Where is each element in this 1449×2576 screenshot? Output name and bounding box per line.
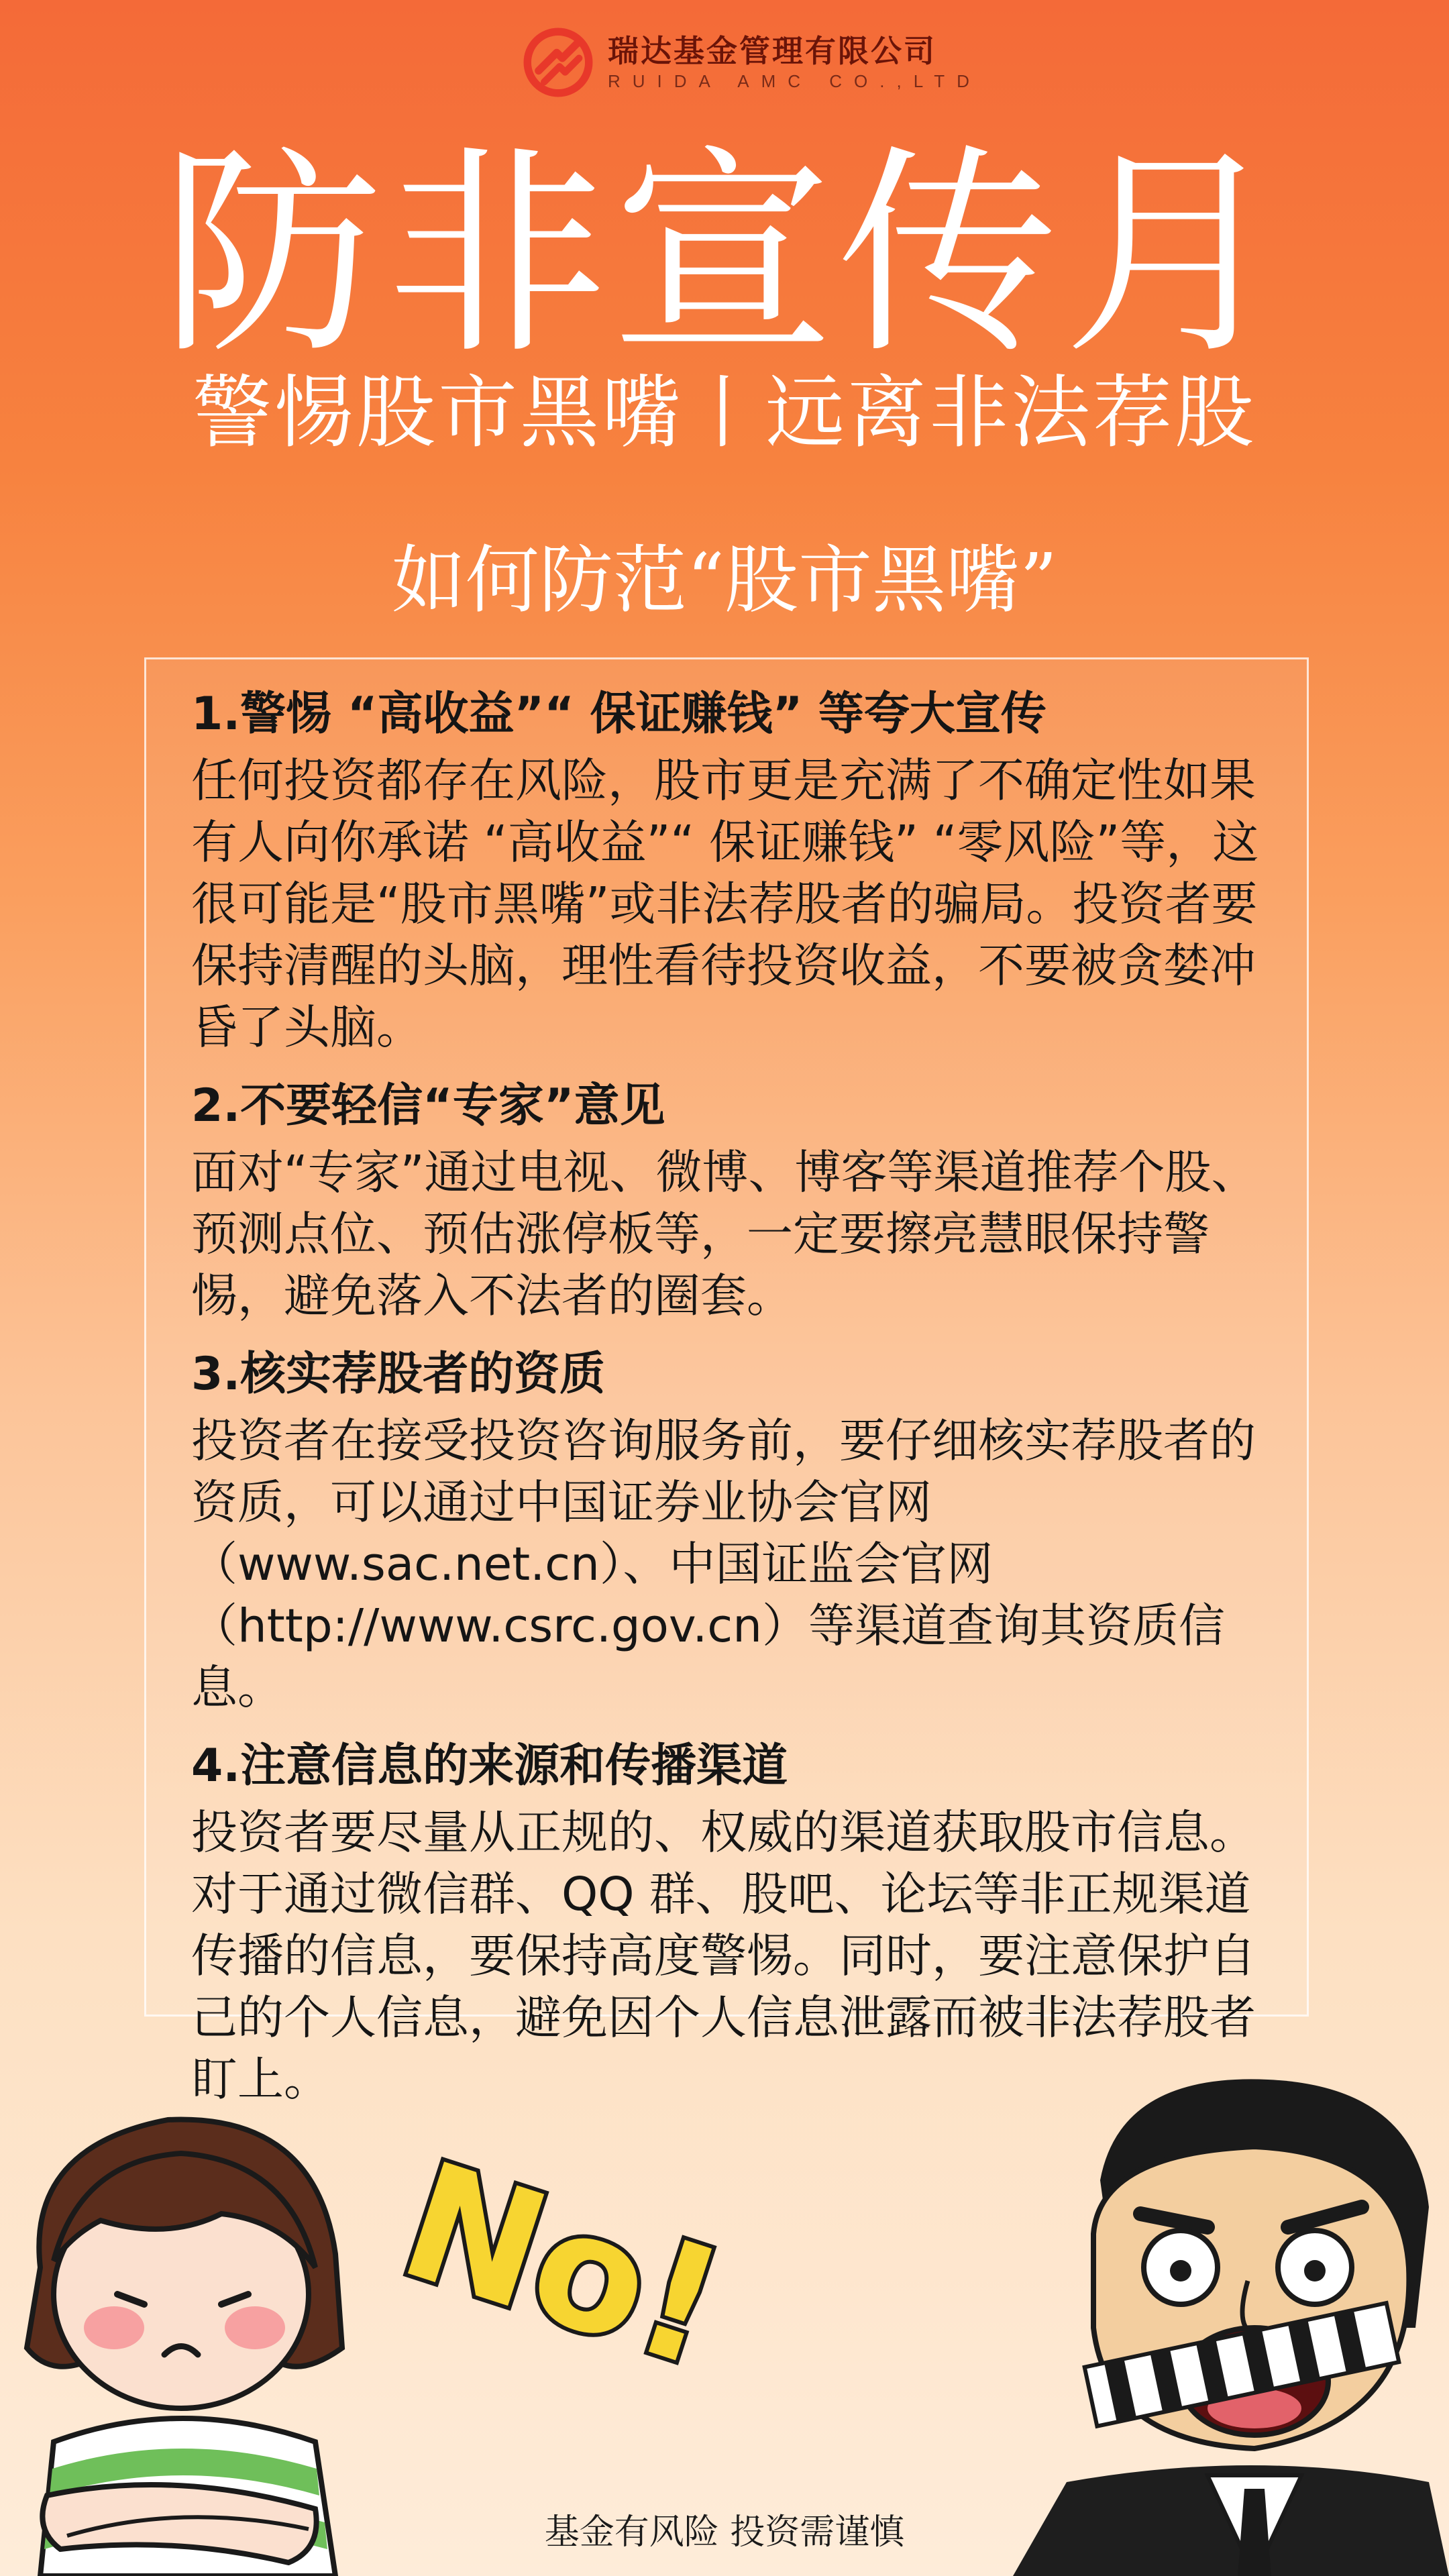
- company-logo: [523, 25, 981, 99]
- tip-2-heading: 2.不要轻信“专家”意见: [191, 1079, 665, 1132]
- ruida-logo-icon: [523, 28, 593, 97]
- company-name-cn: 瑞达基金管理有限公司: [608, 33, 936, 69]
- risk-disclaimer: 基金有风险 投资需谨慎: [544, 2512, 905, 2553]
- girl-crossed-arms-illustration: [0, 2066, 376, 2576]
- shocked-man-taped-mouth-illustration: [986, 2046, 1449, 2576]
- tip-4-heading: 4.注意信息的来源和传播渠道: [191, 1739, 788, 1792]
- tip-4-body: 投资者要尽量从正规的、权威的渠道获取股市信息。对于通过微信群、QQ 群、股吧、论坛等非正规渠道传播的信息，要保持高度警惕。同时，要注意保护自己的个人信息，避免因个人信息泄露而被非法荐股者盯上。: [191, 1806, 1256, 2106]
- no-text: No!: [382, 2127, 743, 2404]
- subtitle: 警惕股市黑嘴丨远离非法荐股: [192, 366, 1256, 459]
- tip-3-heading: 3.核实荐股者的资质: [191, 1348, 606, 1401]
- company-name-en: RUIDA AMC CO.,LTD: [608, 71, 981, 91]
- main-title: 防非宣传月: [161, 126, 1288, 384]
- company-name-block: [608, 32, 981, 93]
- tip-1-heading: 1.警惕 “高收益”“ 保证赚钱” 等夸大宣传: [191, 688, 1046, 741]
- section-title: 如何防范“股市黑嘴”: [391, 537, 1058, 623]
- tip-2-body: 面对“专家”通过电视、微博、博客等渠道推荐个股、预测点位、预估涨停板等，一定要擦亮慧眼保持警惕，避免落入不法者的圈套。: [191, 1146, 1258, 1323]
- tip-3-body: 投资者在接受投资咨询服务前，要仔细核实荐股者的资质，可以通过中国证券业协会官网（www.sac.net.cn）、中国证监会官网（http://www.csrc.gov.cn）等渠道查询其资质信息。: [191, 1414, 1256, 1715]
- no-exclamation-graphic: [376, 2127, 751, 2408]
- tip-1-body: 任何投资都存在风险，股市更是充满了不确定性如果有人向你承诺 “高收益”“ 保证赚钱” “零风险”等，这很可能是“股市黑嘴”或非法荐股者的骗局。投资者要保持清醒的头脑，理性看待投资收益，不要被贪婪冲昏了头脑。: [191, 754, 1259, 1055]
- tips-list: [191, 684, 1278, 2128]
